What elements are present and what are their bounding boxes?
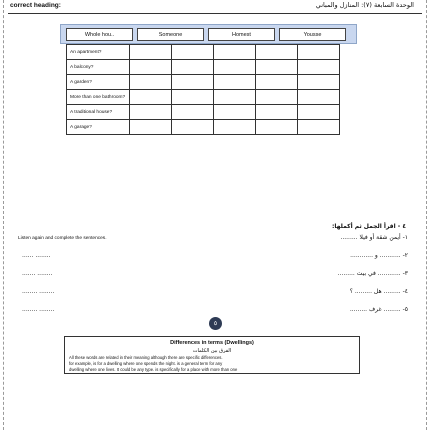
sentence-3: ٣- ............ في بيت ......... (337, 270, 408, 277)
blank-line-1[interactable]: ........ ...... (22, 252, 51, 259)
blank-line-4[interactable]: ........ ........ (22, 306, 55, 313)
answer-cell[interactable] (130, 75, 172, 90)
table-row-question: A balcony? (67, 60, 130, 75)
sentence-5: ٥- ......... غرف ......... (349, 306, 408, 313)
answer-cell[interactable] (214, 45, 256, 60)
blank-line-2[interactable]: ........ ....... (22, 270, 53, 277)
answer-cell[interactable] (130, 90, 172, 105)
answer-cell[interactable] (130, 120, 172, 135)
word-chip-3[interactable]: Homest (208, 28, 275, 41)
answer-cell[interactable] (298, 120, 340, 135)
sentence-1: ١- أيمن شقة أو فيلا ......... (340, 234, 408, 241)
table-row (67, 120, 340, 135)
table-row (67, 60, 340, 75)
table-row (67, 90, 340, 105)
answer-cell[interactable] (214, 90, 256, 105)
answer-cell[interactable] (172, 60, 214, 75)
answer-cell[interactable] (298, 75, 340, 90)
survey-table (66, 44, 340, 135)
table-row-question: A garage? (67, 120, 130, 135)
answer-cell[interactable] (298, 60, 340, 75)
answer-cell[interactable] (172, 45, 214, 60)
table-row (67, 75, 340, 90)
answer-cell[interactable] (256, 105, 298, 120)
section-number-badge: ٥ (209, 317, 222, 330)
exercise-instruction-ar: ٤ - اقرأ الجمل ثم أكملها: (332, 223, 406, 230)
answer-cell[interactable] (298, 90, 340, 105)
note-subtitle: الفرق بين الكلمات (192, 348, 232, 354)
answer-cell[interactable] (298, 45, 340, 60)
answer-cell[interactable] (214, 120, 256, 135)
answer-cell[interactable] (256, 90, 298, 105)
answer-cell[interactable] (256, 45, 298, 60)
answer-cell[interactable] (130, 45, 172, 60)
answer-cell[interactable] (298, 105, 340, 120)
answer-cell[interactable] (256, 75, 298, 90)
word-chip-2[interactable]: Someone (137, 28, 204, 41)
answer-cell[interactable] (256, 60, 298, 75)
answer-cell[interactable] (214, 75, 256, 90)
answer-cell[interactable] (172, 105, 214, 120)
table-row-question: A garden? (67, 75, 130, 90)
header-divider (8, 13, 422, 14)
table-row-question: More than one bathroom? (67, 90, 130, 105)
sentence-2: ٢- ........... و ............ (350, 252, 408, 259)
table-row (67, 105, 340, 120)
heading-prompt: correct heading: (10, 2, 61, 9)
note-line-2: for example, is for a dwelling where one spends the night. is a general term for any (69, 361, 223, 366)
answer-cell[interactable] (256, 120, 298, 135)
word-chip-4[interactable]: Yousse (279, 28, 346, 41)
word-chip-1[interactable]: Whole hou.. (66, 28, 133, 41)
sentence-4: ٤- ......... هل ......... ؟ (349, 288, 408, 295)
vocabulary-note-box (64, 336, 360, 374)
answer-cell[interactable] (172, 75, 214, 90)
answer-cell[interactable] (172, 90, 214, 105)
answer-cell[interactable] (130, 60, 172, 75)
unit-title: الوحدة السابعة (٧): المنازل والمباني (315, 1, 414, 9)
answer-cell[interactable] (172, 120, 214, 135)
note-title: Differences in terms (Dwellings) (170, 340, 254, 346)
note-line-1: All these words are related in their meaning although there are specific differences. (69, 355, 223, 360)
answer-cell[interactable] (130, 105, 172, 120)
table-row (67, 45, 340, 60)
table-row-question: An apartment? (67, 45, 130, 60)
answer-cell[interactable] (214, 105, 256, 120)
note-line-3: dwelling where one lives. It could be any type. is specifically for a place with more than one (69, 367, 238, 372)
blank-line-3[interactable]: ........ ........ (22, 288, 55, 295)
table-row-question: A traditional house? (67, 105, 130, 120)
answer-cell[interactable] (214, 60, 256, 75)
exercise-instruction-en: Listen again and complete the sentences. (18, 236, 107, 241)
